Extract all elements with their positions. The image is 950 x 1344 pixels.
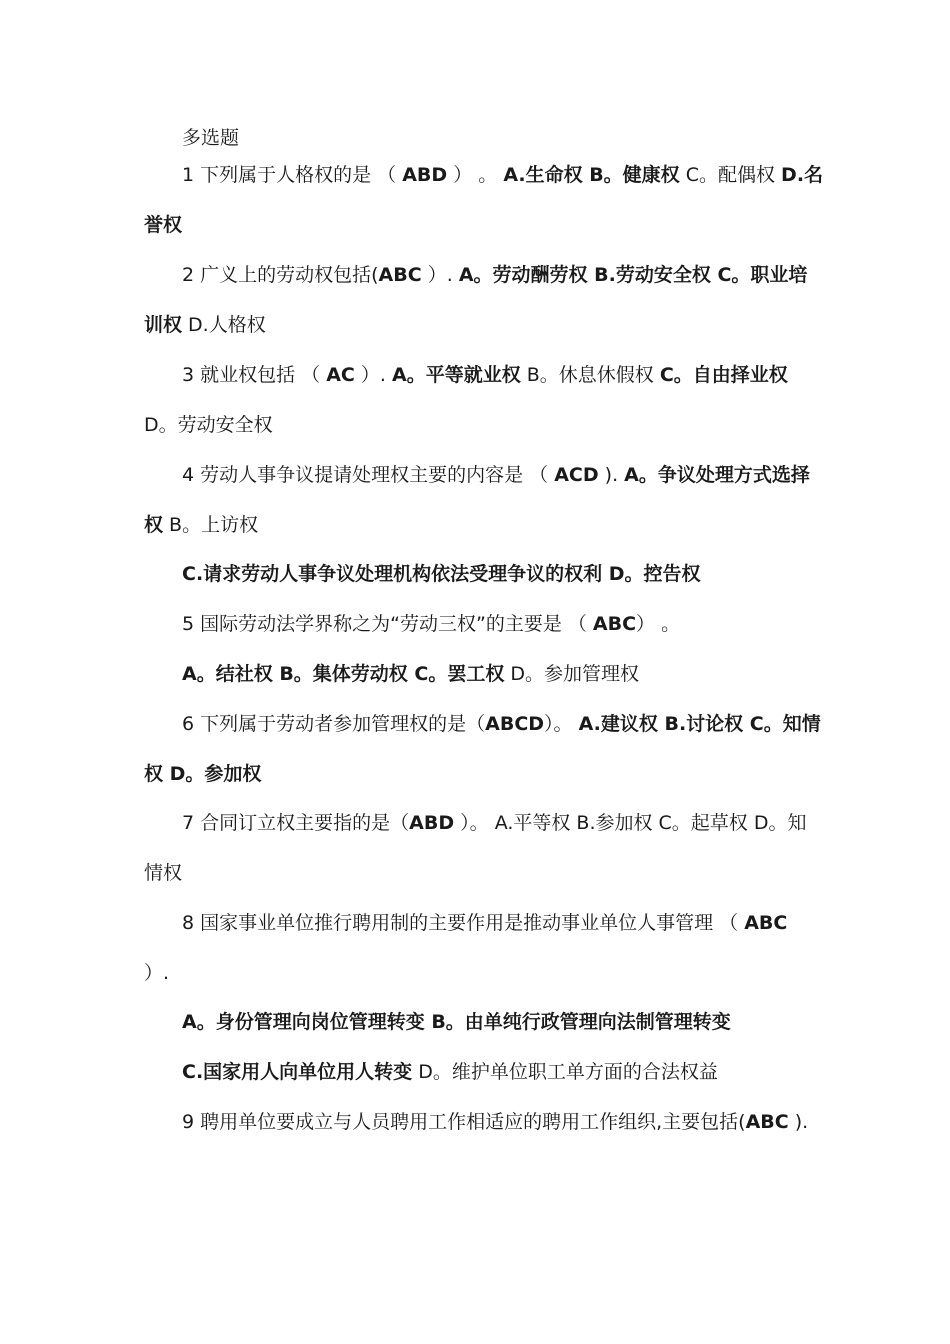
question-2-line-1: 2 广义上的劳动权包括(ABC ）. A。劳动酬劳权 B.劳动安全权 C。职业培 — [182, 264, 808, 286]
question-8-line-3: A。身份管理向岗位管理转变 B。由单纯行政管理向法制管理转变 — [182, 1011, 731, 1033]
question-9-line-1: 9 聘用单位要成立与人员聘用工作相适应的聘用工作组织,主要包括(ABC ). — [182, 1111, 809, 1133]
question-6-line-2: 权 D。参加权 — [144, 763, 262, 785]
question-8-line-4: C.国家用人向单位用人转变 D。维护单位职工单方面的合法权益 — [182, 1061, 718, 1083]
question-6-line-1: 6 下列属于劳动者参加管理权的是（ABCD）。 A.建议权 B.讨论权 C。知情 — [182, 713, 821, 735]
question-1-line-1: 1 下列属于人格权的是 （ ABD ） 。 A.生命权 B。健康权 C。配偶权 D.名 — [182, 164, 824, 186]
question-3-line-1: 3 就业权包括 （ AC ）. A。平等就业权 B。休息休假权 C。自由择业权 — [182, 364, 788, 386]
question-2-line-2: 训权 D.人格权 — [144, 314, 266, 336]
question-3-line-2: D。劳动安全权 — [144, 414, 273, 436]
question-1-line-2: 誉权 — [144, 214, 183, 236]
question-7-line-1: 7 合同订立权主要指的是（ABD ）。 A.平等权 B.参加权 C。起草权 D。知 — [182, 812, 807, 834]
question-4-line-2: 权 B。上访权 — [144, 514, 259, 536]
question-4-line-1: 4 劳动人事争议提请处理权主要的内容是 （ ACD ). A。争议处理方式选择 — [182, 464, 810, 486]
question-7-line-2: 情权 — [144, 862, 183, 884]
question-5-line-1: 5 国际劳动法学界称之为“劳动三权”的主要是 （ ABC） 。 — [182, 613, 681, 635]
question-8-line-1: 8 国家事业单位推行聘用制的主要作用是推动事业单位人事管理 （ ABC — [182, 912, 788, 934]
question-5-line-2: A。结社权 B。集体劳动权 C。罢工权 D。参加管理权 — [182, 663, 640, 685]
section-heading: 多选题 — [182, 127, 240, 149]
question-4-line-3: C.请求劳动人事争议处理机构依法受理争议的权利 D。控告权 — [182, 563, 701, 585]
question-8-line-2: ）. — [144, 962, 170, 984]
